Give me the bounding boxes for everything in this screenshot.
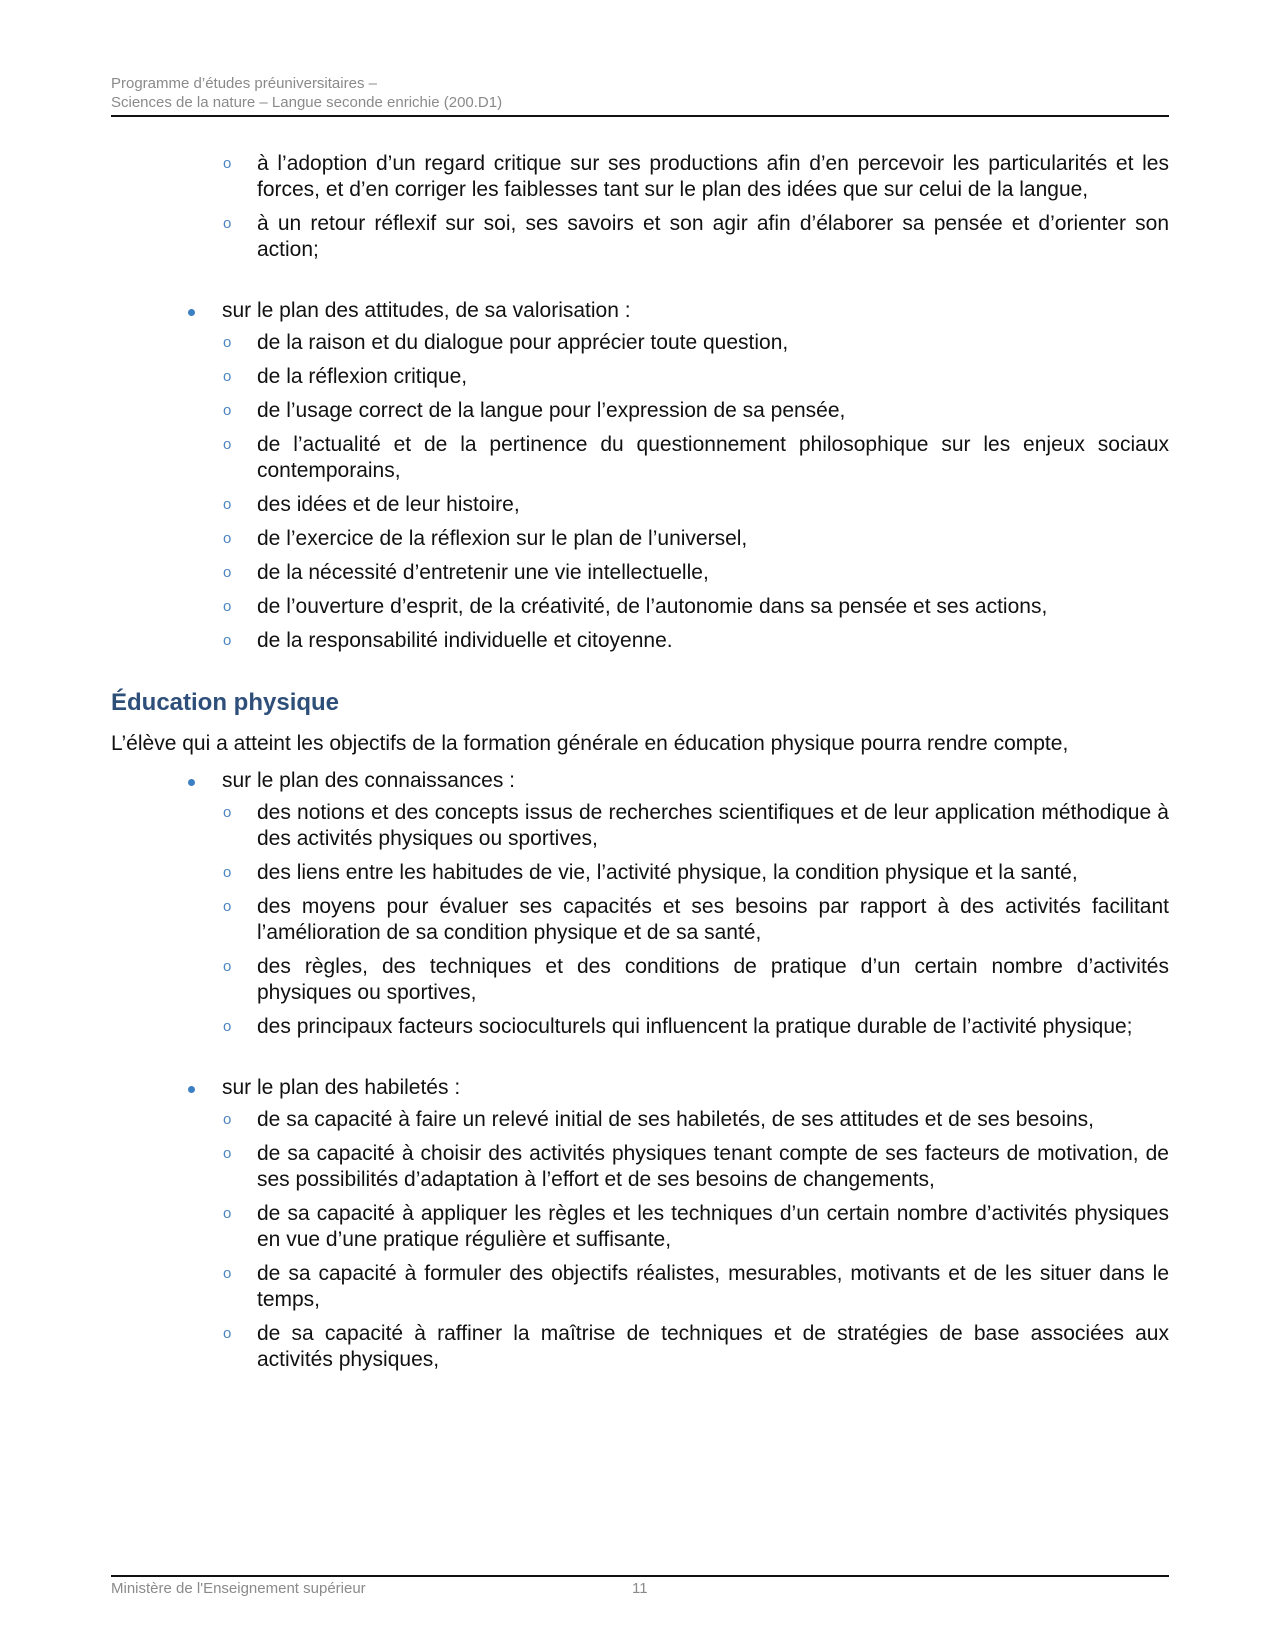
hollow-circle-icon: o [223,1205,232,1222]
sub-list-item [185,151,1169,203]
sub-list-item-text: de l’exercice de la réflexion sur le plan de l’universel, [257,527,748,550]
sub-list-item-text: de la nécessité d’entretenir une vie intellectuelle, [257,561,709,584]
sub-list-item [185,1201,1169,1253]
sub-list-item-text: des idées et de leur histoire, [257,493,520,516]
habiletes-sub-list [185,1107,1169,1373]
connaissances-list [185,767,1169,1040]
sub-list-item-text: de sa capacité à formuler des objectifs réalistes, mesurables, motivants et de les situer dans le temps, [257,1262,1169,1311]
bullet-item-attitudes [185,297,1169,324]
sub-list-item-text: des liens entre les habitudes de vie, l’activité physique, la condition physique et la santé, [257,861,1078,884]
sub-list-item [185,560,1169,586]
habiletes-list [185,1074,1169,1373]
bullet-label: sur le plan des attitudes, de sa valorisation : [222,299,631,322]
hollow-circle-icon: o [223,1111,232,1128]
sub-list-item [185,432,1169,484]
page-content [111,151,1169,1381]
sub-list-item [185,364,1169,390]
bullet-item-connaissances [185,767,1169,794]
continued-list [185,151,1169,263]
sub-list-item-text: des moyens pour évaluer ses capacités et ses besoins par rapport à des activités facilitant l’amélioration de sa condition physique et de sa santé, [257,895,1169,944]
sub-list-item-text: de l’actualité et de la pertinence du questionnement philosophique sur les enjeux sociaux contemporains, [257,433,1169,482]
section-intro: L’élève qui a atteint les objectifs de la formation générale en éducation physique pourra rendre compte, [111,732,1069,755]
hollow-circle-icon: o [223,368,232,385]
page-number: 11 [632,1580,648,1597]
sub-list-item [185,1261,1169,1313]
bullet-label: sur le plan des connaissances : [222,769,516,792]
hollow-circle-icon: o [223,1265,232,1282]
hollow-circle-icon: o [223,530,232,547]
sub-list-item [185,1107,1169,1133]
hollow-circle-icon: o [223,1018,232,1035]
sub-list-item [185,800,1169,852]
hollow-circle-icon: o [223,155,232,172]
hollow-circle-icon: o [223,1325,232,1342]
hollow-circle-icon: o [223,215,232,232]
sub-list-item-text: de la responsabilité individuelle et citoyenne. [257,629,673,652]
page-header [111,74,1169,112]
section-title: Éducation physique [111,689,340,716]
sub-list-item-text: à un retour réflexif sur soi, ses savoirs et son agir afin d’élaborer sa pensée et d’orienter son action; [257,212,1169,261]
continued-sub-list [185,151,1169,263]
sub-list-item-text: de la raison et du dialogue pour apprécier toute question, [257,331,789,354]
sub-list-item-text: des règles, des techniques et des conditions de pratique d’un certain nombre d’activités physiques ou sportives, [257,955,1169,1004]
sub-list-item [185,526,1169,552]
sub-list-item-text: de l’ouverture d’esprit, de la créativité, de l’autonomie dans sa pensée et ses actions, [257,595,1048,618]
sub-list-item [185,1141,1169,1193]
attitudes-sub-list [185,330,1169,654]
sub-list-item-text: des notions et des concepts issus de recherches scientifiques et de leur application méthodique à des activités physiques ou sportives, [257,801,1169,850]
sub-list-item [185,954,1169,1006]
hollow-circle-icon: o [223,804,232,821]
bullet-label: sur le plan des habiletés : [222,1076,461,1099]
sub-list-item-text: de l’usage correct de la langue pour l’expression de sa pensée, [257,399,846,422]
sub-list-item-text: de la réflexion critique, [257,365,468,388]
footer-ministry: Ministère de l'Enseignement supérieur [111,1580,366,1597]
sub-list-item [185,330,1169,356]
hollow-circle-icon: o [223,564,232,581]
hollow-circle-icon: o [223,334,232,351]
hollow-circle-icon: o [223,958,232,975]
hollow-circle-icon: o [223,496,232,513]
attitudes-list [185,297,1169,654]
sub-list-item-text: des principaux facteurs socioculturels qui influencent la pratique durable de l’activité physique; [257,1015,1133,1038]
sub-list-item-text: à l’adoption d’un regard critique sur ses productions afin d’en percevoir les particularités et les forces, et d’en corriger les faiblesses tant sur le plan des idées que sur celui de la langue, [257,152,1169,201]
footer-divider [111,1575,1169,1577]
sub-list-item [185,211,1169,263]
sub-list-item [185,860,1169,886]
sub-list-item [185,894,1169,946]
sub-list-item [185,492,1169,518]
sub-list-item [185,1321,1169,1373]
connaissances-sub-list [185,800,1169,1040]
sub-list-item [185,594,1169,620]
hollow-circle-icon: o [223,864,232,881]
hollow-circle-icon: o [223,898,232,915]
header-line-2: Sciences de la nature – Langue seconde enrichie (200.D1) [111,94,503,111]
sub-list-item-text: de sa capacité à raffiner la maîtrise de techniques et de stratégies de base associées aux activités physiques, [257,1322,1169,1371]
hollow-circle-icon: o [223,598,232,615]
sub-list-item [185,398,1169,424]
hollow-circle-icon: o [223,632,232,649]
sub-list-item [185,1014,1169,1040]
hollow-circle-icon: o [223,436,232,453]
bullet-item-habiletes [185,1074,1169,1101]
sub-list-item-text: de sa capacité à choisir des activités physiques tenant compte de ses facteurs de motivation, de ses possibilités d’adaptation à l’effort et de ses besoins de changements, [257,1142,1169,1191]
hollow-circle-icon: o [223,402,232,419]
sub-list-item-text: de sa capacité à appliquer les règles et les techniques d’un certain nombre d’activités physiques en vue d’une pratique régulière et suffisante, [257,1202,1169,1251]
header-line-1: Programme d’études préuniversitaires – [111,75,377,92]
hollow-circle-icon: o [223,1145,232,1162]
sub-list-item-text: de sa capacité à faire un relevé initial de ses habiletés, de ses attitudes et de ses besoins, [257,1108,1095,1131]
sub-list-item [185,628,1169,654]
bullet-icon [188,1086,195,1093]
header-divider [111,115,1169,117]
bullet-icon [188,779,195,786]
bullet-icon [188,309,195,316]
